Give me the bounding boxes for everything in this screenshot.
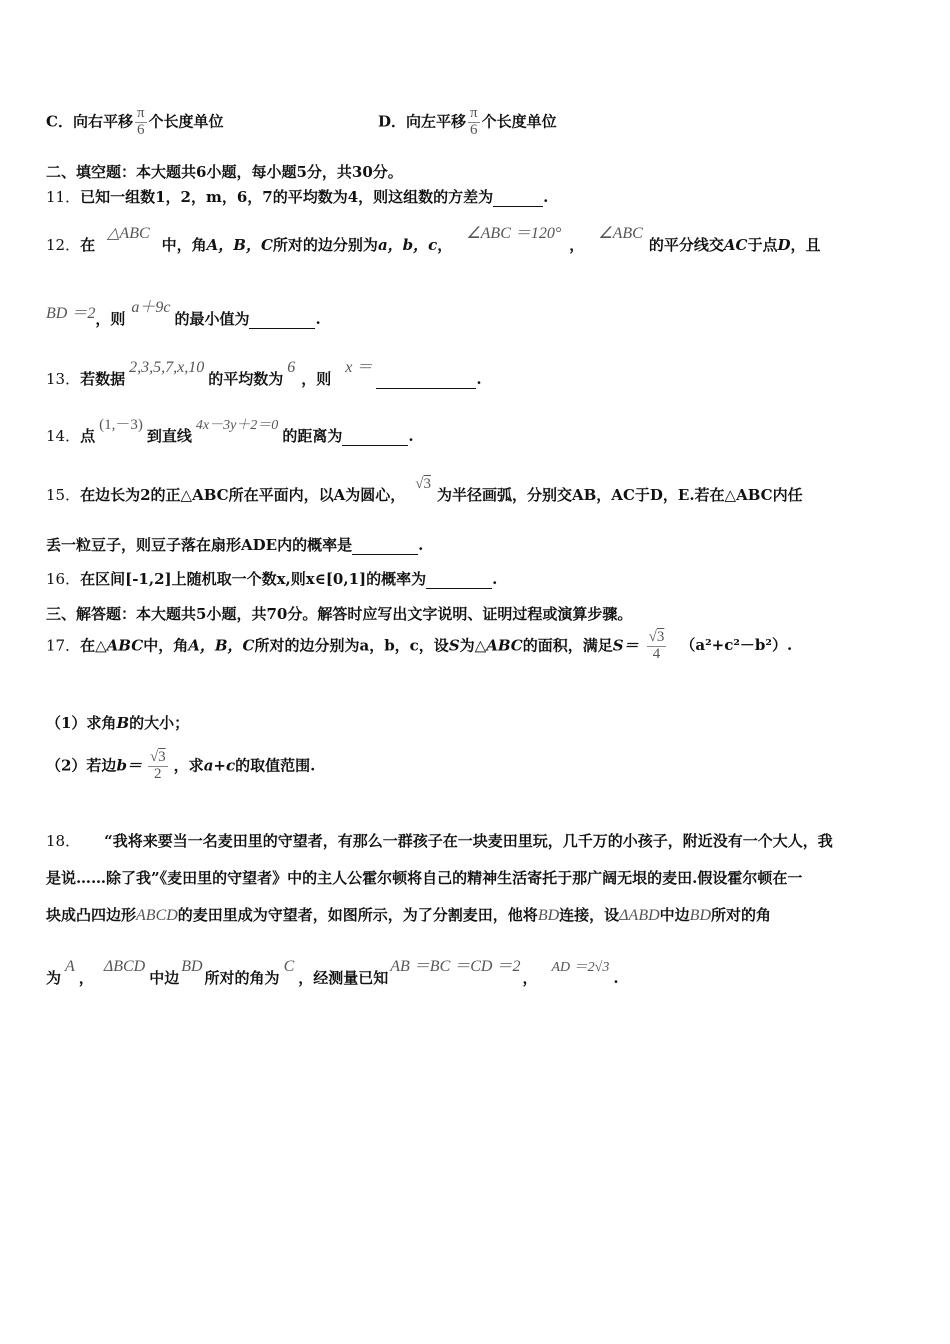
math-angle-a: A bbox=[65, 958, 75, 975]
option-c-label: C．向右平移 bbox=[46, 112, 133, 131]
question-number: 11． bbox=[46, 188, 81, 206]
answer-blank bbox=[352, 536, 418, 555]
answer-blank bbox=[493, 188, 543, 207]
math-triangle-abd: ΔABD bbox=[619, 907, 660, 924]
answer-blank bbox=[376, 370, 476, 389]
question-15-line-2: 丢一粒豆子，则豆子落在扇形ADE内的概率是 . bbox=[46, 536, 424, 554]
math-triangle-bcd: ΔBCD bbox=[103, 958, 146, 975]
question-18-line-4: 为A，ΔBCD中边BD所对的角为C，经测量已知AB ＝BC ＝CD ＝2，AD ＝2√3. bbox=[46, 958, 619, 987]
section-2-heading: 二、填空题：本大题共6小题，每小题5分，共30分。 bbox=[46, 163, 403, 181]
question-number: 17． bbox=[46, 636, 81, 655]
area-expression: （a²+c²－b²）. bbox=[680, 636, 793, 655]
question-17: 17．在△ABC中，角A，B，C所对的边分别为a，b，c，设S为△ABC的面积，满足S＝ $\frac{√3}{4}$ （a²+c²－b²）. bbox=[46, 629, 793, 662]
question-12-line-2: BD ＝2，则a＋9c的最小值为 . bbox=[46, 299, 321, 328]
math-point: (1,－3) bbox=[99, 417, 143, 433]
math-angle-c: C bbox=[283, 958, 295, 975]
answer-blank bbox=[426, 570, 492, 589]
math-ad-length: AD ＝2√3 bbox=[551, 960, 610, 975]
option-c-fraction: $\frac{\pi}{6}$ bbox=[136, 105, 145, 138]
math-data-set: 2,3,5,7,x,10 bbox=[129, 359, 205, 376]
question-11: 11．已知一组数1，2，m，6，7的平均数为4，则这组数的方差为 . bbox=[46, 188, 549, 206]
option-c bbox=[46, 106, 224, 139]
math-x-equals: x ＝ bbox=[345, 359, 373, 376]
math-triangle-abc: △ABC bbox=[107, 225, 150, 242]
option-d-fraction: $\frac{\pi}{6}$ bbox=[470, 105, 478, 138]
question-18-line-2: 是说……除了我”《麦田里的守望者》中的主人公霍尔顿将自己的精神生活寄托于那广阔无垠的麦田.假设霍尔顿在一 bbox=[46, 869, 803, 887]
question-12-line-1: 12．在△ABC中，角A，B，C所对的边分别为a，b，c，∠ABC ＝120°，∠ABC的平分线交AC于点D，且 bbox=[46, 225, 821, 254]
question-number: 16． bbox=[46, 570, 81, 588]
question-15-line-1: 15．在边长为2的正△ABC所在平面内，以A为圆心，√3为半径画弧，分别交AB，AC于D，E.若在△ABC内任 bbox=[46, 476, 803, 504]
question-number: 18． bbox=[46, 832, 81, 850]
answer-blank bbox=[342, 427, 408, 446]
fraction-sqrt3-over-4: $\frac{√3}{4}$ bbox=[648, 629, 665, 662]
math-side-lengths: AB ＝BC ＝CD ＝2 bbox=[390, 958, 521, 975]
question-number: 12． bbox=[46, 236, 81, 254]
option-d-label: D．向左平移 bbox=[378, 112, 467, 131]
question-17-part-1: （1）求角B的大小； bbox=[46, 714, 190, 732]
math-bd: BD bbox=[689, 907, 711, 924]
answer-blank bbox=[249, 310, 315, 329]
math-bd-2: BD ＝2 bbox=[46, 305, 96, 322]
option-d-suffix: 个长度单位 bbox=[481, 112, 557, 131]
question-18-line-1: 18． “我将来要当一名麦田里的守望者，有那么一群孩子在一块麦田里玩，几千万的小孩子，附近没有一个大人，我 bbox=[46, 832, 833, 850]
math-line-equation: 4x－3y＋2＝0 bbox=[195, 418, 279, 433]
math-abcd: ABCD bbox=[136, 907, 178, 924]
question-16: 16．在区间[-1,2]上随机取一个数x,则x∈[0,1]的概率为 . bbox=[46, 570, 498, 588]
math-bd: BD bbox=[181, 958, 203, 975]
question-18-line-3: 块成凸四边形ABCD的麦田里成为守望者，如图所示，为了分割麦田，他将BD连接，设ΔABD中边BD所对的角 bbox=[46, 906, 772, 924]
question-number: 14． bbox=[46, 427, 81, 445]
math-bd: BD bbox=[537, 907, 560, 924]
question-11-text: 已知一组数1，2，m，6，7的平均数为4，则这组数的方差为 bbox=[80, 188, 494, 206]
option-c-suffix: 个长度单位 bbox=[148, 112, 224, 131]
math-mean-6: 6 bbox=[287, 359, 296, 376]
question-number: 13． bbox=[46, 370, 81, 388]
question-17-part-2: （2）若边b＝ $\frac{√3}{2}$ ，求a+c的取值范围. bbox=[46, 749, 316, 782]
option-d bbox=[378, 106, 557, 139]
math-a-plus-9c: a＋9c bbox=[131, 299, 171, 316]
question-number: 15． bbox=[46, 486, 81, 504]
question-13: 13．若数据2,3,5,7,x,10的平均数为6，则x ＝ . bbox=[46, 359, 482, 388]
fraction-sqrt3-over-2: $\frac{√3}{2}$ bbox=[149, 749, 166, 782]
question-14: 14．点(1,－3)到直线4x－3y＋2＝0的距离为 . bbox=[46, 417, 414, 445]
section-3-heading: 三、解答题：本大题共5小题，共70分。解答时应写出文字说明、证明过程或演算步骤。 bbox=[46, 605, 633, 623]
math-angle-abc: ∠ABC bbox=[598, 225, 643, 242]
math-angle-120: ∠ABC ＝120° bbox=[466, 225, 562, 242]
math-sqrt-3: √3 bbox=[415, 476, 431, 492]
